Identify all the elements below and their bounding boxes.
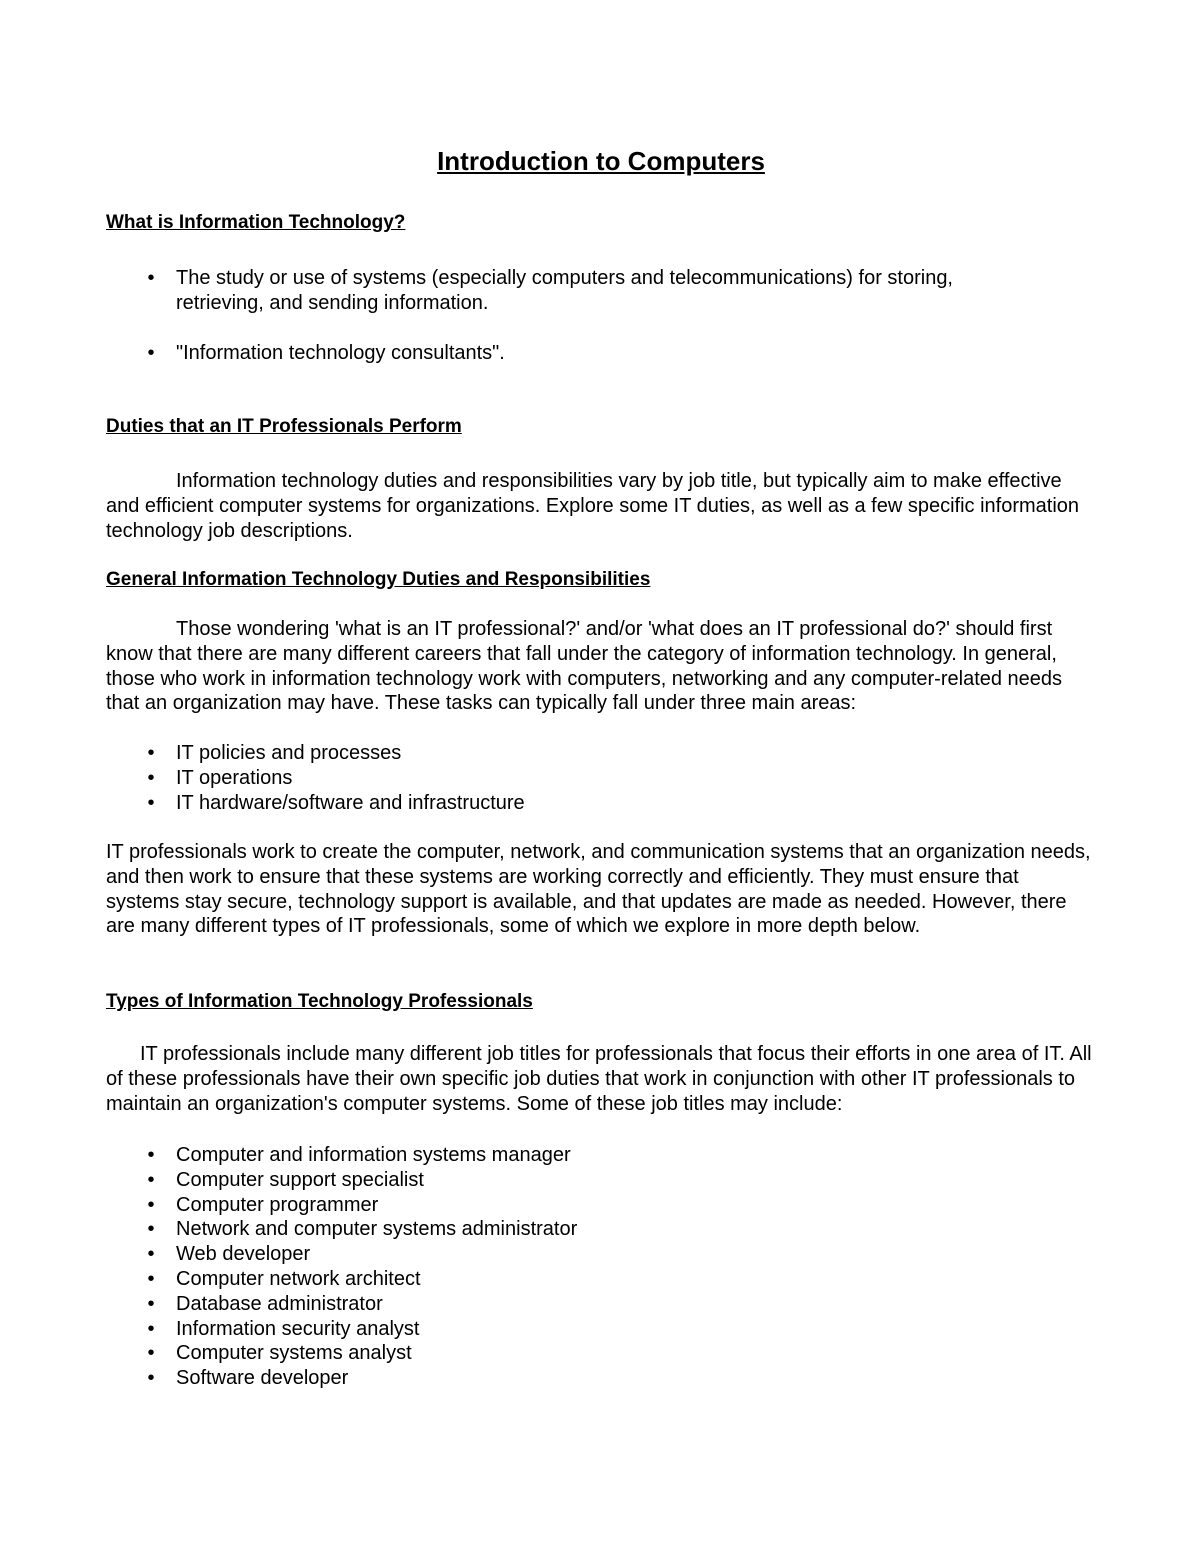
bullet-list-it-definition (106, 266, 1096, 390)
paragraph-duties: Information technology duties and responsibilities vary by job title, but typically aim to make effective and efficient computer systems for organizations. Explore some IT duties, as well as a few specific information technology job descriptions. (106, 470, 1080, 542)
list-item: • Computer support specialist (106, 1168, 1036, 1193)
list-item: • Information security analyst (106, 1317, 1036, 1342)
list-item: • IT policies and processes (106, 741, 1036, 766)
list-item: • Computer network architect (106, 1267, 1036, 1292)
page-title: Introduction to Computers (437, 146, 765, 176)
bullet-icon: • (147, 1342, 155, 1365)
bullet-list-main-areas (106, 741, 1096, 815)
list-item: • Computer and information systems manager (106, 1143, 1036, 1168)
bullet-list-job-titles (106, 1143, 1096, 1391)
list-item: • Computer programmer (106, 1193, 1036, 1218)
bullet-icon: • (147, 1317, 155, 1340)
bullet-icon: • (147, 341, 155, 364)
paragraph-it-professionals-work: IT professionals work to create the computer, network, and communication systems that an organization needs, and then work to ensure that these systems are working correctly and efficiently. They must ensure that systems stay secure, technology support is available, and that updates are made as needed. However, there are many different types of IT professionals, some of which we explore in more depth below. (106, 841, 1091, 938)
bullet-icon: • (147, 791, 155, 814)
bullet-icon: • (147, 1267, 155, 1290)
bullet-icon: • (147, 1367, 155, 1390)
list-item: • Web developer (106, 1242, 1036, 1267)
section-heading-duties: Duties that an IT Professionals Perform (106, 416, 462, 437)
paragraph-general-duties: Those wondering 'what is an IT professional?' and/or 'what does an IT professional do?' should first know that there are many different careers that fall under the category of information technology. In general, those who work in information technology work with computers, networking and any computer-related needs that an organization may have. These tasks can typically fall under three main areas: (106, 618, 1063, 715)
bullet-icon: • (147, 1243, 155, 1266)
list-item: • The study or use of systems (especially computers and telecommunications) for storing, retrieving, and sending information. (106, 266, 1036, 316)
paragraph-types: IT professionals include many different job titles for professionals that focus their efforts in one area of IT. All of these professionals have their own specific job duties that work in conjunction with other IT professionals to maintain an organization's computer systems. Some of these job titles may include: (106, 1043, 1092, 1115)
list-item: • Network and computer systems administrator (106, 1217, 1036, 1242)
bullet-icon: • (147, 1292, 155, 1315)
list-item: • Database administrator (106, 1292, 1036, 1317)
list-item: • IT operations (106, 766, 1036, 791)
bullet-icon: • (147, 742, 155, 764)
bullet-icon: • (147, 267, 155, 289)
bullet-icon: • (147, 1218, 155, 1241)
list-item: • "Information technology consultants". (106, 341, 1036, 366)
section-heading-types: Types of Information Technology Professionals (106, 991, 533, 1012)
section-heading-general-duties: General Information Technology Duties and Responsibilities (106, 569, 651, 590)
list-item: • Software developer (106, 1366, 1036, 1391)
list-item: • IT hardware/software and infrastructure (106, 791, 1036, 816)
bullet-icon: • (147, 766, 155, 789)
list-item: • Computer systems analyst (106, 1341, 1036, 1366)
section-heading-what-is-it: What is Information Technology? (106, 212, 406, 233)
bullet-icon: • (147, 1168, 155, 1191)
bullet-icon: • (147, 1193, 155, 1216)
bullet-icon: • (147, 1144, 155, 1166)
